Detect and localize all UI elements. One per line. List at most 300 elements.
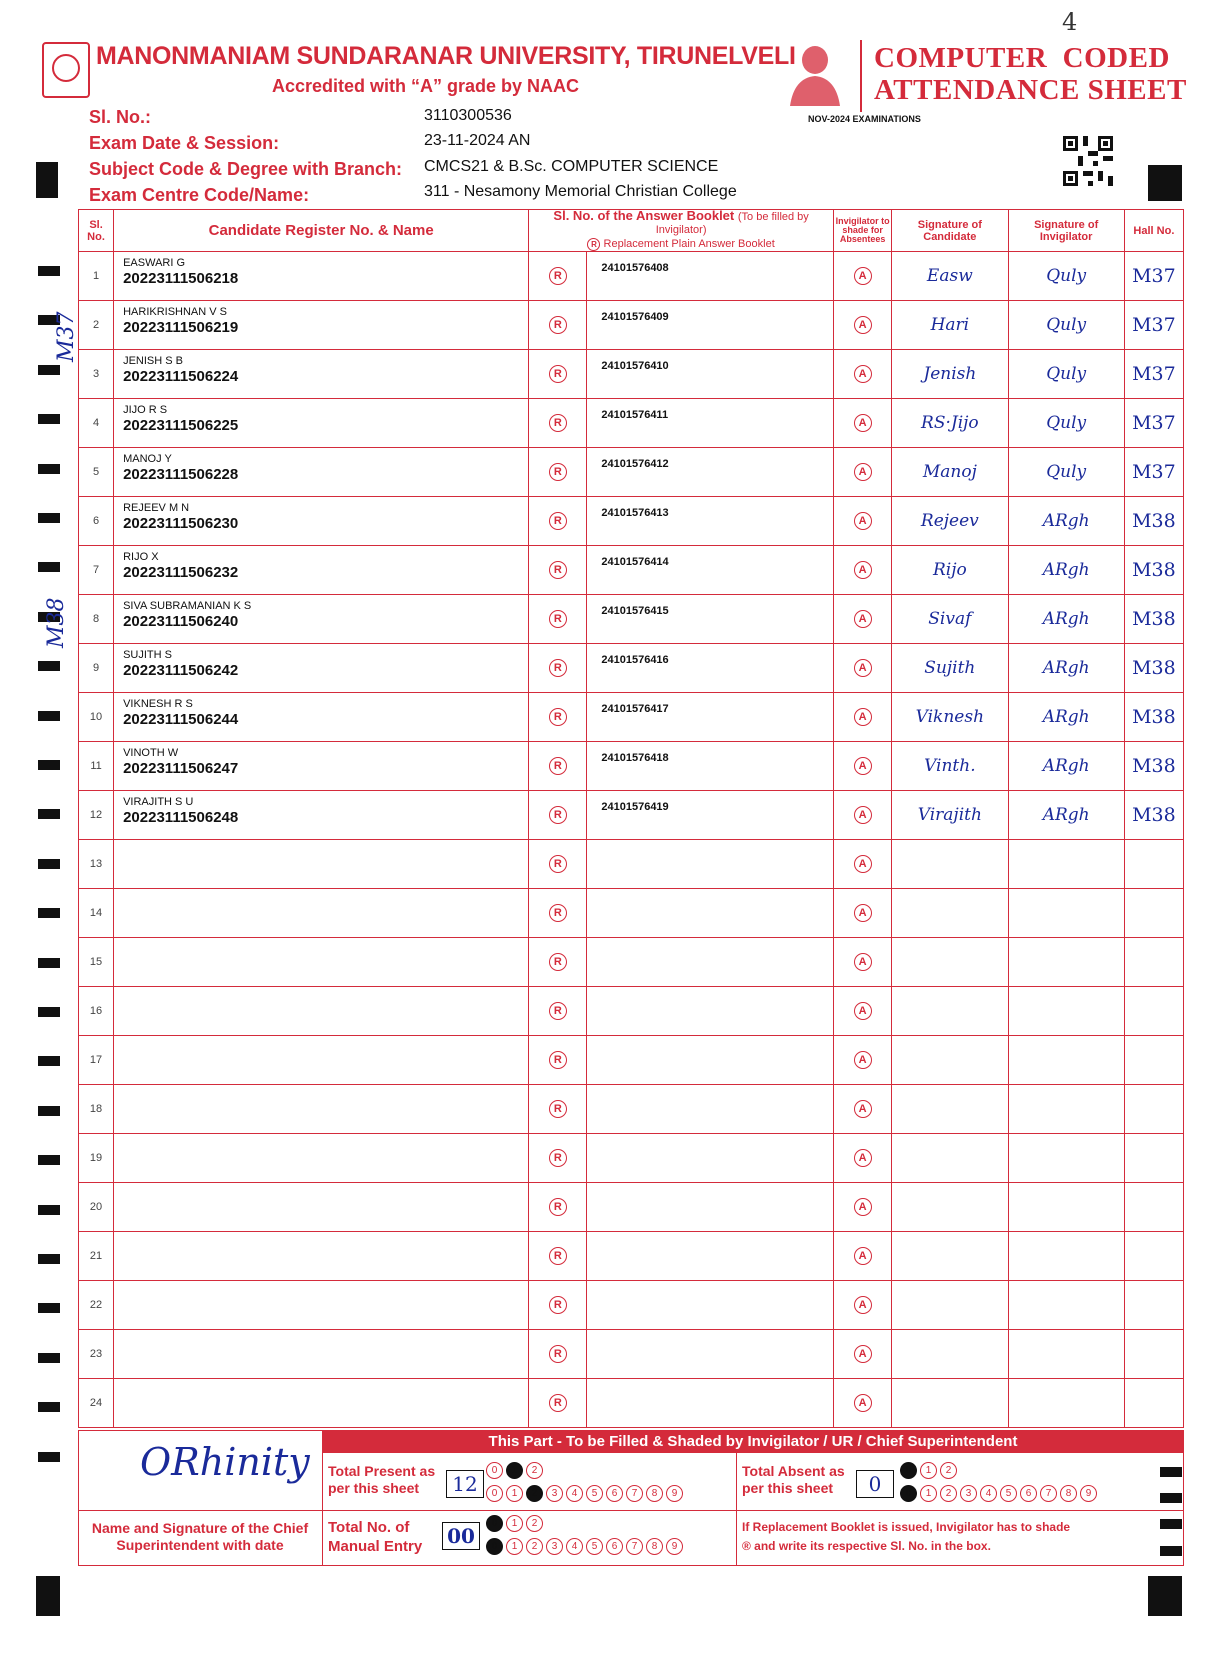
hall-number[interactable] bbox=[1124, 987, 1183, 1036]
row-sl-no: 20 bbox=[79, 1183, 114, 1232]
digit-bubble[interactable]: 4 bbox=[980, 1485, 997, 1502]
hall-number[interactable]: M37 bbox=[1124, 448, 1183, 497]
absent-bubble[interactable]: A bbox=[854, 1296, 872, 1314]
replacement-bubble[interactable]: R bbox=[549, 414, 567, 432]
booklet-cell[interactable] bbox=[587, 1036, 834, 1085]
table-header bbox=[79, 210, 1184, 252]
replacement-cell[interactable] bbox=[529, 1379, 587, 1428]
digit-bubble[interactable]: 1 bbox=[506, 1515, 523, 1532]
row-candidate bbox=[114, 546, 529, 595]
booklet-cell[interactable] bbox=[587, 1085, 834, 1134]
digit-bubble[interactable]: 3 bbox=[960, 1485, 977, 1502]
row-candidate bbox=[114, 1330, 529, 1379]
absent-bubble[interactable]: A bbox=[854, 757, 872, 775]
booklet-cell[interactable] bbox=[587, 1379, 834, 1428]
invigilator-signature[interactable]: ARgh bbox=[1008, 644, 1124, 693]
absent-bubble[interactable]: A bbox=[854, 610, 872, 628]
booklet-cell[interactable] bbox=[587, 1183, 834, 1232]
digit-bubble[interactable]: 2 bbox=[526, 1485, 543, 1502]
hall-number[interactable]: M38 bbox=[1124, 595, 1183, 644]
booklet-cell[interactable] bbox=[587, 742, 834, 791]
digit-bubble[interactable]: 2 bbox=[940, 1462, 957, 1479]
sl-no-label: Sl. No.: bbox=[89, 107, 151, 127]
candidate-register-no: 20223111506230 bbox=[123, 515, 239, 532]
row-candidate bbox=[114, 791, 529, 840]
sheet-title-line1: COMPUTER CODED bbox=[874, 42, 1170, 74]
replacement-bubble[interactable]: R bbox=[549, 855, 567, 873]
candidate-register-no: 20223111506242 bbox=[123, 662, 239, 679]
replacement-cell[interactable] bbox=[529, 1281, 587, 1330]
absent-cell[interactable] bbox=[834, 301, 892, 350]
candidate-signature[interactable]: RS·Jijo bbox=[892, 399, 1008, 448]
replacement-cell[interactable] bbox=[529, 497, 587, 546]
absent-tens-bubbles[interactable] bbox=[900, 1462, 957, 1479]
replacement-cell[interactable] bbox=[529, 1183, 587, 1232]
replacement-cell[interactable] bbox=[529, 350, 587, 399]
replacement-cell[interactable] bbox=[529, 644, 587, 693]
candidate-signature[interactable] bbox=[892, 987, 1008, 1036]
candidate-signature[interactable] bbox=[892, 1183, 1008, 1232]
booklet-cell[interactable] bbox=[587, 644, 834, 693]
digit-bubble[interactable]: 2 bbox=[940, 1485, 957, 1502]
absent-bubble[interactable]: A bbox=[854, 659, 872, 677]
absent-cell[interactable] bbox=[834, 938, 892, 987]
digit-bubble[interactable]: 3 bbox=[546, 1538, 563, 1555]
col-booklet-note: (To be filled by Invigilator) bbox=[655, 211, 809, 236]
booklet-number: 24101576417 bbox=[601, 703, 669, 715]
absent-bubble[interactable]: A bbox=[854, 708, 872, 726]
sl-no-value: 3110300536 bbox=[424, 107, 512, 124]
absent-bubble[interactable]: A bbox=[854, 316, 872, 334]
digit-bubble[interactable]: 4 bbox=[566, 1538, 583, 1555]
candidate-signature[interactable] bbox=[892, 889, 1008, 938]
candidate-name: VIKNESH R S bbox=[123, 698, 193, 710]
replacement-bubble[interactable]: R bbox=[549, 708, 567, 726]
booklet-cell[interactable] bbox=[587, 791, 834, 840]
hall-number[interactable] bbox=[1124, 889, 1183, 938]
booklet-cell[interactable] bbox=[587, 1232, 834, 1281]
candidate-register-no: 20223111506248 bbox=[123, 809, 239, 826]
hall-number[interactable]: M38 bbox=[1124, 693, 1183, 742]
digit-bubble[interactable]: 0 bbox=[900, 1462, 917, 1479]
candidate-signature[interactable]: Virajith bbox=[892, 791, 1008, 840]
absent-cell[interactable] bbox=[834, 1232, 892, 1281]
hall-number[interactable] bbox=[1124, 1281, 1183, 1330]
absent-cell[interactable] bbox=[834, 644, 892, 693]
candidate-signature[interactable] bbox=[892, 1232, 1008, 1281]
candidate-signature[interactable]: Rijo bbox=[892, 546, 1008, 595]
digit-bubble[interactable]: 0 bbox=[486, 1462, 503, 1479]
replacement-cell[interactable] bbox=[529, 448, 587, 497]
present-tens-bubbles[interactable] bbox=[486, 1462, 543, 1479]
absent-cell[interactable] bbox=[834, 448, 892, 497]
absent-bubble[interactable]: A bbox=[854, 1100, 872, 1118]
invigilator-signature[interactable] bbox=[1008, 1183, 1124, 1232]
candidate-signature[interactable] bbox=[892, 1085, 1008, 1134]
hall-number[interactable]: M37 bbox=[1124, 399, 1183, 448]
absent-cell[interactable] bbox=[834, 840, 892, 889]
col-booklet-title: Sl. No. of the Answer Booklet bbox=[553, 208, 735, 223]
candidate-signature[interactable]: Easw bbox=[892, 252, 1008, 301]
replacement-bubble[interactable]: R bbox=[549, 1051, 567, 1069]
candidate-signature[interactable]: Jenish bbox=[892, 350, 1008, 399]
invigilator-signature[interactable] bbox=[1008, 938, 1124, 987]
digit-bubble[interactable]: 8 bbox=[646, 1485, 663, 1502]
invigilator-signature[interactable]: Quly bbox=[1008, 301, 1124, 350]
absent-cell[interactable] bbox=[834, 546, 892, 595]
absent-bubble[interactable]: A bbox=[854, 1002, 872, 1020]
digit-bubble[interactable]: 0 bbox=[486, 1515, 503, 1532]
row-sl-no: 4 bbox=[79, 399, 114, 448]
digit-bubble[interactable]: 2 bbox=[526, 1462, 543, 1479]
invigilator-signature[interactable]: ARgh bbox=[1008, 497, 1124, 546]
absent-cell[interactable] bbox=[834, 791, 892, 840]
replacement-cell[interactable] bbox=[529, 546, 587, 595]
replacement-cell[interactable] bbox=[529, 938, 587, 987]
digit-bubble[interactable]: 6 bbox=[606, 1538, 623, 1555]
candidate-signature[interactable] bbox=[892, 1379, 1008, 1428]
hall-number[interactable] bbox=[1124, 1134, 1183, 1183]
invigilator-signature[interactable] bbox=[1008, 1232, 1124, 1281]
absent-bubble[interactable]: A bbox=[854, 1394, 872, 1412]
absent-bubble[interactable]: A bbox=[854, 414, 872, 432]
replacement-cell[interactable] bbox=[529, 742, 587, 791]
absent-bubble[interactable]: A bbox=[854, 267, 872, 285]
invigilator-signature[interactable] bbox=[1008, 1330, 1124, 1379]
invigilator-signature[interactable] bbox=[1008, 1036, 1124, 1085]
invigilator-signature[interactable]: Quly bbox=[1008, 350, 1124, 399]
hall-number[interactable] bbox=[1124, 1085, 1183, 1134]
hall-number[interactable]: M38 bbox=[1124, 644, 1183, 693]
table-row bbox=[79, 693, 1184, 742]
replacement-cell[interactable] bbox=[529, 693, 587, 742]
absent-cell[interactable] bbox=[834, 399, 892, 448]
replacement-cell[interactable] bbox=[529, 889, 587, 938]
table-row bbox=[79, 742, 1184, 791]
absent-bubble[interactable]: A bbox=[854, 855, 872, 873]
row-sl-no: 2 bbox=[79, 301, 114, 350]
replacement-bubble[interactable]: R bbox=[549, 1345, 567, 1363]
row-candidate bbox=[114, 840, 529, 889]
candidate-signature[interactable] bbox=[892, 938, 1008, 987]
absent-bubble[interactable]: A bbox=[854, 806, 872, 824]
digit-bubble[interactable]: 6 bbox=[1020, 1485, 1037, 1502]
absent-cell[interactable] bbox=[834, 1330, 892, 1379]
timing-mark bbox=[38, 1007, 60, 1017]
hall-number[interactable]: M37 bbox=[1124, 350, 1183, 399]
footer-divider bbox=[322, 1510, 1184, 1511]
digit-bubble[interactable]: 0 bbox=[486, 1538, 503, 1555]
timing-mark bbox=[38, 1452, 60, 1462]
candidate-signature[interactable]: Vinth. bbox=[892, 742, 1008, 791]
absent-cell[interactable] bbox=[834, 1134, 892, 1183]
replacement-bubble[interactable]: R bbox=[549, 1394, 567, 1412]
row-sl-no: 9 bbox=[79, 644, 114, 693]
invigilator-signature[interactable] bbox=[1008, 1281, 1124, 1330]
timing-mark bbox=[38, 1205, 60, 1215]
replacement-bubble[interactable]: R bbox=[549, 365, 567, 383]
candidate-signature[interactable]: Sujith bbox=[892, 644, 1008, 693]
row-candidate bbox=[114, 1134, 529, 1183]
row-sl-no: 22 bbox=[79, 1281, 114, 1330]
manual-tens-bubbles[interactable] bbox=[486, 1515, 543, 1532]
digit-bubble[interactable]: 7 bbox=[626, 1485, 643, 1502]
row-candidate bbox=[114, 448, 529, 497]
booklet-cell[interactable] bbox=[587, 840, 834, 889]
candidate-signature[interactable]: Hari bbox=[892, 301, 1008, 350]
timing-mark bbox=[38, 1155, 60, 1165]
invigilator-signature[interactable] bbox=[1008, 889, 1124, 938]
candidate-signature[interactable] bbox=[892, 1036, 1008, 1085]
digit-bubble[interactable]: 7 bbox=[1040, 1485, 1057, 1502]
candidate-signature[interactable]: Viknesh bbox=[892, 693, 1008, 742]
booklet-cell[interactable] bbox=[587, 399, 834, 448]
digit-bubble[interactable]: 1 bbox=[920, 1462, 937, 1479]
invigilator-signature[interactable]: Quly bbox=[1008, 448, 1124, 497]
digit-bubble[interactable]: 9 bbox=[1080, 1485, 1097, 1502]
invigilator-signature[interactable]: ARgh bbox=[1008, 791, 1124, 840]
replacement-cell[interactable] bbox=[529, 595, 587, 644]
booklet-cell[interactable] bbox=[587, 595, 834, 644]
invigilator-signature[interactable]: ARgh bbox=[1008, 693, 1124, 742]
footer-bar: This Part - To be Filled & Shaded by Invigilator / UR / Chief Superintendent bbox=[322, 1430, 1184, 1453]
row-sl-no: 10 bbox=[79, 693, 114, 742]
digit-bubble[interactable]: 1 bbox=[506, 1485, 523, 1502]
col-replacement: Replacement Plain Answer Booklet bbox=[603, 238, 775, 250]
replacement-bubble[interactable]: R bbox=[549, 316, 567, 334]
timing-mark bbox=[38, 711, 60, 721]
replacement-bubble[interactable]: R bbox=[549, 463, 567, 481]
booklet-cell[interactable] bbox=[587, 1281, 834, 1330]
hall-number[interactable] bbox=[1124, 1379, 1183, 1428]
hall-number[interactable]: M38 bbox=[1124, 546, 1183, 595]
invigilator-signature[interactable]: ARgh bbox=[1008, 595, 1124, 644]
hall-number[interactable] bbox=[1124, 938, 1183, 987]
digit-bubble[interactable]: 7 bbox=[626, 1538, 643, 1555]
row-sl-no: 17 bbox=[79, 1036, 114, 1085]
absent-cell[interactable] bbox=[834, 1036, 892, 1085]
absent-bubble[interactable]: A bbox=[854, 1051, 872, 1069]
booklet-cell[interactable] bbox=[587, 301, 834, 350]
invigilator-signature[interactable]: ARgh bbox=[1008, 546, 1124, 595]
replacement-bubble[interactable]: R bbox=[549, 561, 567, 579]
row-candidate bbox=[114, 1379, 529, 1428]
digit-bubble[interactable]: 1 bbox=[920, 1485, 937, 1502]
replacement-cell[interactable] bbox=[529, 1232, 587, 1281]
row-candidate bbox=[114, 1232, 529, 1281]
replacement-bubble[interactable]: R bbox=[549, 757, 567, 775]
booklet-number: 24101576411 bbox=[601, 409, 669, 421]
invigilator-signature[interactable]: ARgh bbox=[1008, 742, 1124, 791]
replacement-cell[interactable] bbox=[529, 1085, 587, 1134]
booklet-cell[interactable] bbox=[587, 938, 834, 987]
replacement-cell[interactable] bbox=[529, 301, 587, 350]
present-ones-bubbles[interactable] bbox=[486, 1485, 683, 1502]
manual-ones-bubbles[interactable] bbox=[486, 1538, 683, 1555]
candidate-signature[interactable] bbox=[892, 1281, 1008, 1330]
absent-bubble[interactable]: A bbox=[854, 1345, 872, 1363]
invigilator-signature[interactable] bbox=[1008, 987, 1124, 1036]
replacement-cell[interactable] bbox=[529, 791, 587, 840]
absent-cell[interactable] bbox=[834, 889, 892, 938]
margin-note-m38: M38 bbox=[44, 597, 69, 648]
hall-number[interactable] bbox=[1124, 1183, 1183, 1232]
absent-bubble[interactable]: A bbox=[854, 904, 872, 922]
row-sl-no: 8 bbox=[79, 595, 114, 644]
absent-cell[interactable] bbox=[834, 350, 892, 399]
candidate-signature[interactable]: Sivaf bbox=[892, 595, 1008, 644]
replacement-bubble[interactable]: R bbox=[549, 267, 567, 285]
hall-number[interactable]: M37 bbox=[1124, 301, 1183, 350]
replacement-bubble[interactable]: R bbox=[549, 1002, 567, 1020]
digit-bubble[interactable]: 1 bbox=[506, 1538, 523, 1555]
absent-bubble[interactable]: A bbox=[854, 1149, 872, 1167]
replacement-bubble[interactable]: R bbox=[549, 1247, 567, 1265]
row-candidate bbox=[114, 252, 529, 301]
replacement-cell[interactable] bbox=[529, 399, 587, 448]
digit-bubble[interactable]: 3 bbox=[546, 1485, 563, 1502]
booklet-cell[interactable] bbox=[587, 1134, 834, 1183]
absent-cell[interactable] bbox=[834, 595, 892, 644]
invigilator-signature[interactable]: Quly bbox=[1008, 252, 1124, 301]
digit-bubble[interactable]: 2 bbox=[526, 1515, 543, 1532]
hall-number[interactable] bbox=[1124, 1330, 1183, 1379]
absent-cell[interactable] bbox=[834, 252, 892, 301]
hall-number[interactable] bbox=[1124, 1232, 1183, 1281]
registration-mark bbox=[36, 1576, 60, 1616]
replacement-cell[interactable] bbox=[529, 1036, 587, 1085]
hall-number[interactable] bbox=[1124, 1036, 1183, 1085]
candidate-signature[interactable]: Manoj bbox=[892, 448, 1008, 497]
absent-cell[interactable] bbox=[834, 1183, 892, 1232]
absent-bubble[interactable]: A bbox=[854, 512, 872, 530]
timing-mark bbox=[38, 661, 60, 671]
timing-mark bbox=[38, 760, 60, 770]
booklet-cell[interactable] bbox=[587, 497, 834, 546]
booklet-cell[interactable] bbox=[587, 252, 834, 301]
digit-bubble[interactable]: 5 bbox=[1000, 1485, 1017, 1502]
hall-number[interactable] bbox=[1124, 840, 1183, 889]
replacement-bubble[interactable]: R bbox=[549, 1198, 567, 1216]
row-sl-no: 3 bbox=[79, 350, 114, 399]
digit-bubble[interactable]: 2 bbox=[526, 1538, 543, 1555]
row-sl-no: 1 bbox=[79, 252, 114, 301]
row-sl-no: 13 bbox=[79, 840, 114, 889]
absent-cell[interactable] bbox=[834, 742, 892, 791]
centre-value: 311 - Nesamony Memorial Christian College bbox=[424, 183, 737, 200]
candidate-signature[interactable]: Rejeev bbox=[892, 497, 1008, 546]
margin-note-m37: M37 bbox=[54, 311, 79, 362]
sheet-title-line2: ATTENDANCE SHEET bbox=[874, 74, 1187, 106]
booklet-cell[interactable] bbox=[587, 350, 834, 399]
digit-bubble[interactable]: 4 bbox=[566, 1485, 583, 1502]
booklet-cell[interactable] bbox=[587, 693, 834, 742]
digit-bubble[interactable]: 6 bbox=[606, 1485, 623, 1502]
digit-bubble[interactable]: 9 bbox=[666, 1538, 683, 1555]
timing-mark bbox=[38, 1303, 60, 1313]
replacement-bubble[interactable]: R bbox=[549, 512, 567, 530]
absent-bubble[interactable]: A bbox=[854, 1247, 872, 1265]
digit-bubble[interactable]: 8 bbox=[646, 1538, 663, 1555]
absent-cell[interactable] bbox=[834, 1281, 892, 1330]
replacement-bubble[interactable]: R bbox=[549, 953, 567, 971]
replacement-cell[interactable] bbox=[529, 840, 587, 889]
digit-bubble[interactable]: 0 bbox=[900, 1485, 917, 1502]
registration-mark bbox=[1148, 165, 1182, 201]
replacement-cell[interactable] bbox=[529, 1134, 587, 1183]
replacement-bubble[interactable]: R bbox=[549, 1149, 567, 1167]
booklet-cell[interactable] bbox=[587, 448, 834, 497]
digit-bubble[interactable]: 0 bbox=[486, 1485, 503, 1502]
absent-cell[interactable] bbox=[834, 1085, 892, 1134]
invigilator-signature[interactable] bbox=[1008, 1134, 1124, 1183]
absent-cell[interactable] bbox=[834, 497, 892, 546]
absent-cell[interactable] bbox=[834, 987, 892, 1036]
replacement-bubble[interactable]: R bbox=[549, 1100, 567, 1118]
col-booklet bbox=[529, 210, 834, 252]
digit-bubble[interactable]: 8 bbox=[1060, 1485, 1077, 1502]
replacement-cell[interactable] bbox=[529, 1330, 587, 1379]
absent-cell[interactable] bbox=[834, 1379, 892, 1428]
invigilator-signature[interactable] bbox=[1008, 1085, 1124, 1134]
hall-number[interactable]: M38 bbox=[1124, 791, 1183, 840]
total-absent-value: 0 bbox=[856, 1470, 894, 1498]
booklet-cell[interactable] bbox=[587, 1330, 834, 1379]
candidate-signature[interactable] bbox=[892, 1134, 1008, 1183]
absent-cell[interactable] bbox=[834, 693, 892, 742]
footer-divider bbox=[78, 1510, 322, 1511]
hall-number[interactable]: M38 bbox=[1124, 742, 1183, 791]
digit-bubble[interactable]: 9 bbox=[666, 1485, 683, 1502]
booklet-number: 24101576416 bbox=[601, 654, 669, 666]
absent-ones-bubbles[interactable] bbox=[900, 1485, 1097, 1502]
replacement-cell[interactable] bbox=[529, 252, 587, 301]
replacement-bubble[interactable]: R bbox=[549, 659, 567, 677]
row-sl-no: 14 bbox=[79, 889, 114, 938]
absent-bubble[interactable]: A bbox=[854, 953, 872, 971]
exam-tag: NOV-2024 EXAMINATIONS bbox=[808, 114, 921, 124]
invigilator-signature[interactable] bbox=[1008, 1379, 1124, 1428]
digit-bubble[interactable]: 5 bbox=[586, 1538, 603, 1555]
booklet-cell[interactable] bbox=[587, 889, 834, 938]
hall-number[interactable]: M37 bbox=[1124, 252, 1183, 301]
absent-bubble[interactable]: A bbox=[854, 1198, 872, 1216]
hall-number[interactable]: M38 bbox=[1124, 497, 1183, 546]
absent-bubble[interactable]: A bbox=[854, 463, 872, 481]
table-row bbox=[79, 987, 1184, 1036]
replacement-bubble[interactable]: R bbox=[549, 610, 567, 628]
replacement-bubble[interactable]: R bbox=[549, 904, 567, 922]
invigilator-signature[interactable]: Quly bbox=[1008, 399, 1124, 448]
replacement-cell[interactable] bbox=[529, 987, 587, 1036]
timing-mark bbox=[38, 414, 60, 424]
invigilator-signature[interactable] bbox=[1008, 840, 1124, 889]
digit-bubble[interactable]: 1 bbox=[506, 1462, 523, 1479]
table-row bbox=[79, 1183, 1184, 1232]
candidate-signature[interactable] bbox=[892, 1330, 1008, 1379]
replacement-bubble[interactable]: R bbox=[549, 1296, 567, 1314]
row-candidate bbox=[114, 399, 529, 448]
col-hall: Hall No. bbox=[1124, 210, 1183, 252]
digit-bubble[interactable]: 5 bbox=[586, 1485, 603, 1502]
absent-bubble[interactable]: A bbox=[854, 561, 872, 579]
absent-bubble[interactable]: A bbox=[854, 365, 872, 383]
replacement-bubble[interactable]: R bbox=[549, 806, 567, 824]
booklet-cell[interactable] bbox=[587, 546, 834, 595]
booklet-cell[interactable] bbox=[587, 987, 834, 1036]
timing-mark bbox=[38, 1402, 60, 1412]
candidate-signature[interactable] bbox=[892, 840, 1008, 889]
